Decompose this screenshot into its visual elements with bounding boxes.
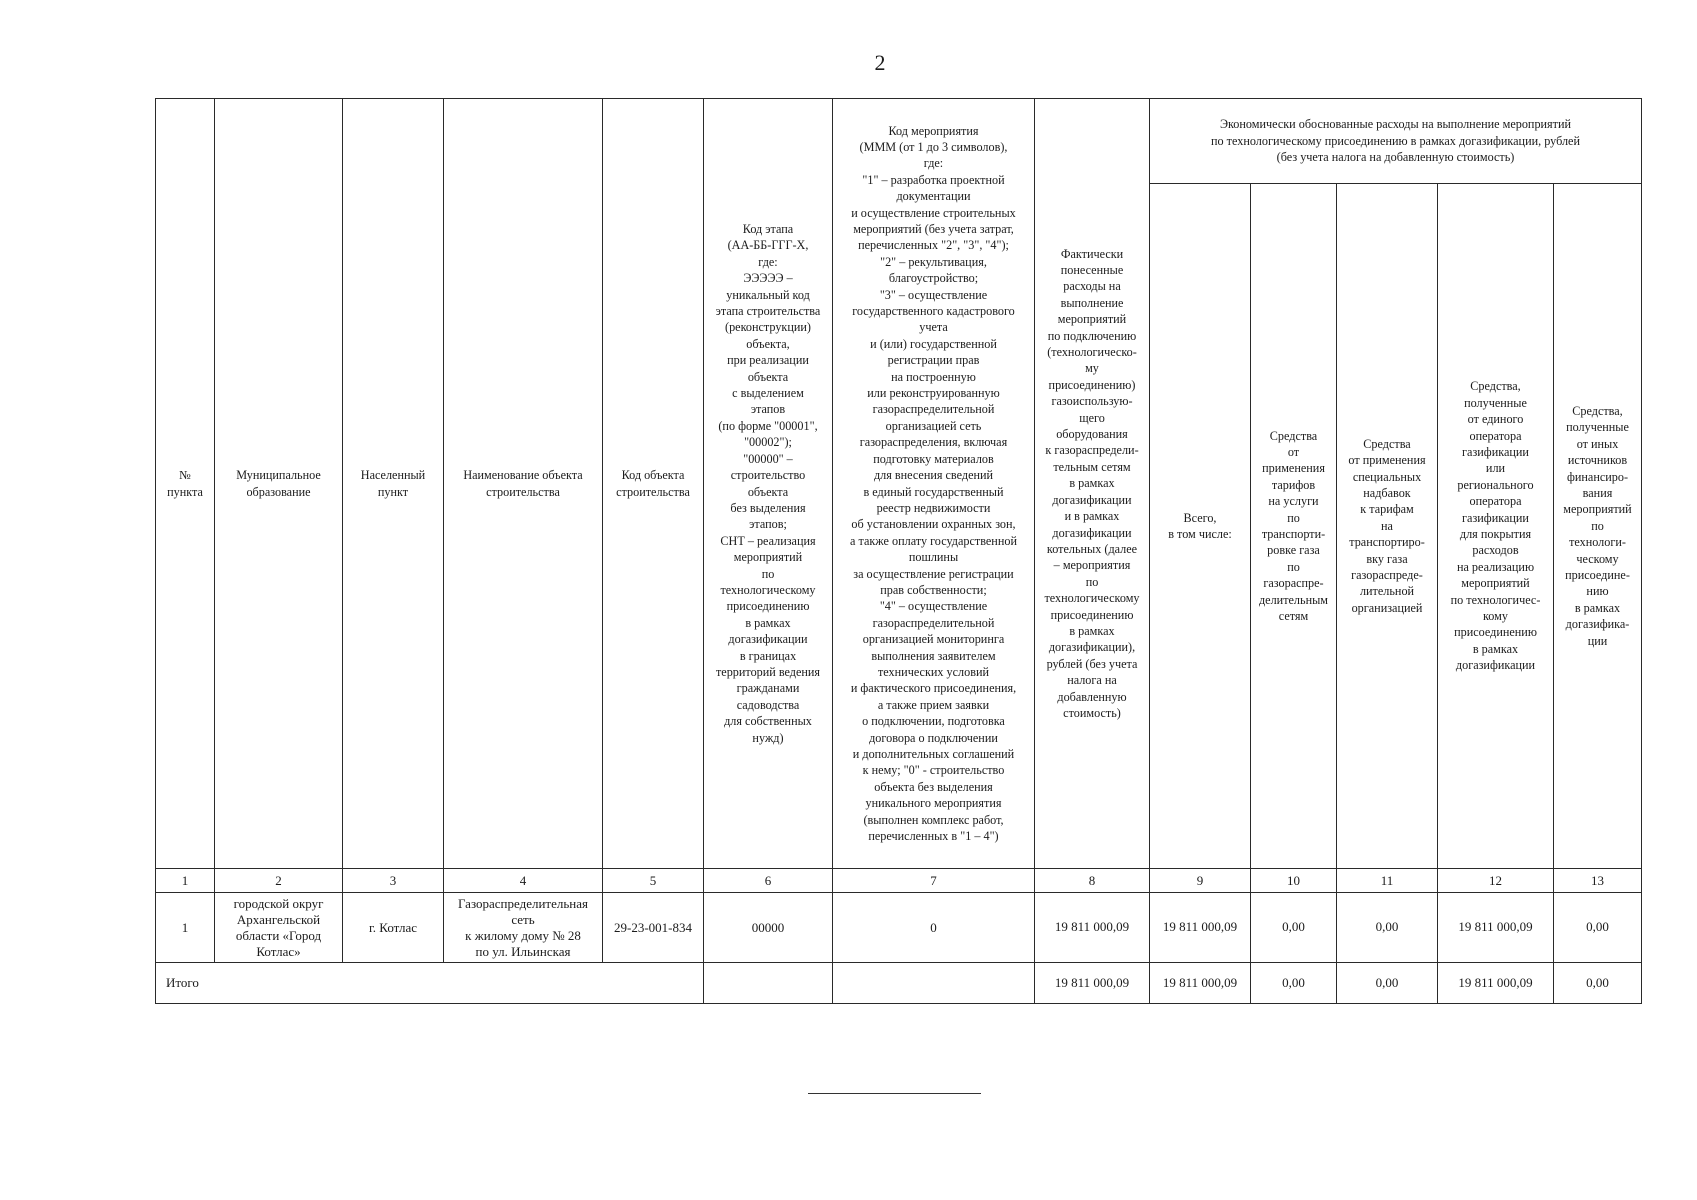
table-row — [156, 893, 1642, 963]
header-justified-expenses-group: Экономически обоснованные расходы на выполнение мероприятий по технологическому присоединению в рамках догазификации, рублей (без учета налога на добавленную стоимость) — [1150, 99, 1642, 184]
header-tariff-funds: Средства от применения тарифов на услуги по транспорти- ровке газа по газораспре- делительным сетям — [1251, 184, 1337, 869]
total-label: Итого — [156, 963, 704, 1004]
header-municipality: Муниципальное образование — [215, 99, 343, 869]
total-total-including: 19 811 000,09 — [1150, 963, 1251, 1004]
header-operator-funds: Средства, полученные от единого оператора газификации или регионального оператора газификации для покрытия расходов на реализацию мероприятий по технологичес- кому присоединению в рамках догазификации — [1438, 184, 1554, 869]
column-number: 2 — [215, 869, 343, 893]
row-point-number: 1 — [156, 893, 215, 963]
column-number: 6 — [704, 869, 833, 893]
row-municipality: городской округ Архангельской области «Город Котлас» — [215, 893, 343, 963]
expenses-table — [155, 98, 1642, 1004]
column-number: 8 — [1035, 869, 1150, 893]
header-stage-code: Код этапа (АА-ББ-ГГГ-Х, где: ЭЭЭЭЭ – уникальный код этапа строительства (реконструкции) объекта, при реализации объекта с выделением этапов (по форме "00001", "00002"); "00000" – строительство объекта без выделения этапов; СНТ – реализация мероприятий по технологическому присоединению в рамках догазификации в границах территорий ведения гражданами садоводства для собственных нужд) — [704, 99, 833, 869]
column-number: 10 — [1251, 869, 1337, 893]
row-surcharge-funds: 0,00 — [1337, 893, 1438, 963]
header-surcharge-funds: Средства от применения специальных надбавок к тарифам на транспортиро- вку газа газораспреде- лительной организацией — [1337, 184, 1438, 869]
header-actual-expenses: Фактически понесенные расходы на выполнение мероприятий по подключению (технологическо- му присоединению) газоиспользую- щего оборудования к газораспредели- тельным сетям в рамках догазификации и в рамках догазификации котельных (далее – мероприятия по технологическому присоединению в рамках догазификации), рублей (без учета налога на добавленную стоимость) — [1035, 99, 1150, 869]
total-tariff-funds: 0,00 — [1251, 963, 1337, 1004]
row-settlement: г. Котлас — [343, 893, 444, 963]
row-actual-expenses: 19 811 000,09 — [1035, 893, 1150, 963]
header-object-name: Наименование объекта строительства — [444, 99, 603, 869]
header-activity-code: Код мероприятия (МММ (от 1 до 3 символов), где: "1" – разработка проектной документации и осуществление строительных мероприятий (без учета затрат, перечисленных "2", "3", "4"); "2" – рекультивация, благоустройство; "3" – осуществление государственного кадастрового учета и (или) государственной регистрации прав на построенную или реконструированную газораспределительной организацией сеть газораспределения, включая подготовку материалов для внесения сведений в единый государственный реестр недвижимости об установлении охранных зон, а также оплату государственной пошлины за осуществление регистрации прав собственности; "4" – осуществление газораспределительной организацией мониторинга выполнения заявителем технических условий и фактического присоединения, а также прием заявки о подключении, подготовка договора о подключении и дополнительных соглашений к нему; "0" - строительство объекта без выделения уникального мероприятия (выполнен комплекс работ, перечисленных в "1 – 4") — [833, 99, 1035, 869]
column-number: 12 — [1438, 869, 1554, 893]
total-operator-funds: 19 811 000,09 — [1438, 963, 1554, 1004]
header-settlement: Населенный пункт — [343, 99, 444, 869]
closing-divider-line — [808, 1093, 981, 1094]
column-number: 7 — [833, 869, 1035, 893]
total-actual-expenses: 19 811 000,09 — [1035, 963, 1150, 1004]
total-empty-cell — [704, 963, 833, 1004]
row-stage-code: 00000 — [704, 893, 833, 963]
row-total-including: 19 811 000,09 — [1150, 893, 1251, 963]
header-total-including: Всего, в том числе: — [1150, 184, 1251, 869]
column-number: 5 — [603, 869, 704, 893]
column-number: 4 — [444, 869, 603, 893]
total-empty-cell — [833, 963, 1035, 1004]
total-other-sources-funds: 0,00 — [1554, 963, 1642, 1004]
column-number: 11 — [1337, 869, 1438, 893]
column-number: 1 — [156, 869, 215, 893]
header-object-code: Код объекта строительства — [603, 99, 704, 869]
total-row — [156, 963, 1642, 1004]
header-point-number: № пункта — [156, 99, 215, 869]
column-number: 3 — [343, 869, 444, 893]
row-object-name: Газораспределительная сеть к жилому дому № 28 по ул. Ильинская — [444, 893, 603, 963]
column-number: 9 — [1150, 869, 1251, 893]
row-other-sources-funds: 0,00 — [1554, 893, 1642, 963]
header-other-sources-funds: Средства, полученные от иных источников финансиро- вания мероприятий по технологи- ческому присоедине- нию в рамках догазифика- ции — [1554, 184, 1642, 869]
column-number: 13 — [1554, 869, 1642, 893]
total-surcharge-funds: 0,00 — [1337, 963, 1438, 1004]
row-operator-funds: 19 811 000,09 — [1438, 893, 1554, 963]
page-number: 2 — [874, 50, 886, 75]
row-object-code: 29-23-001-834 — [603, 893, 704, 963]
row-activity-code: 0 — [833, 893, 1035, 963]
row-tariff-funds: 0,00 — [1251, 893, 1337, 963]
column-number-row — [156, 869, 1642, 893]
